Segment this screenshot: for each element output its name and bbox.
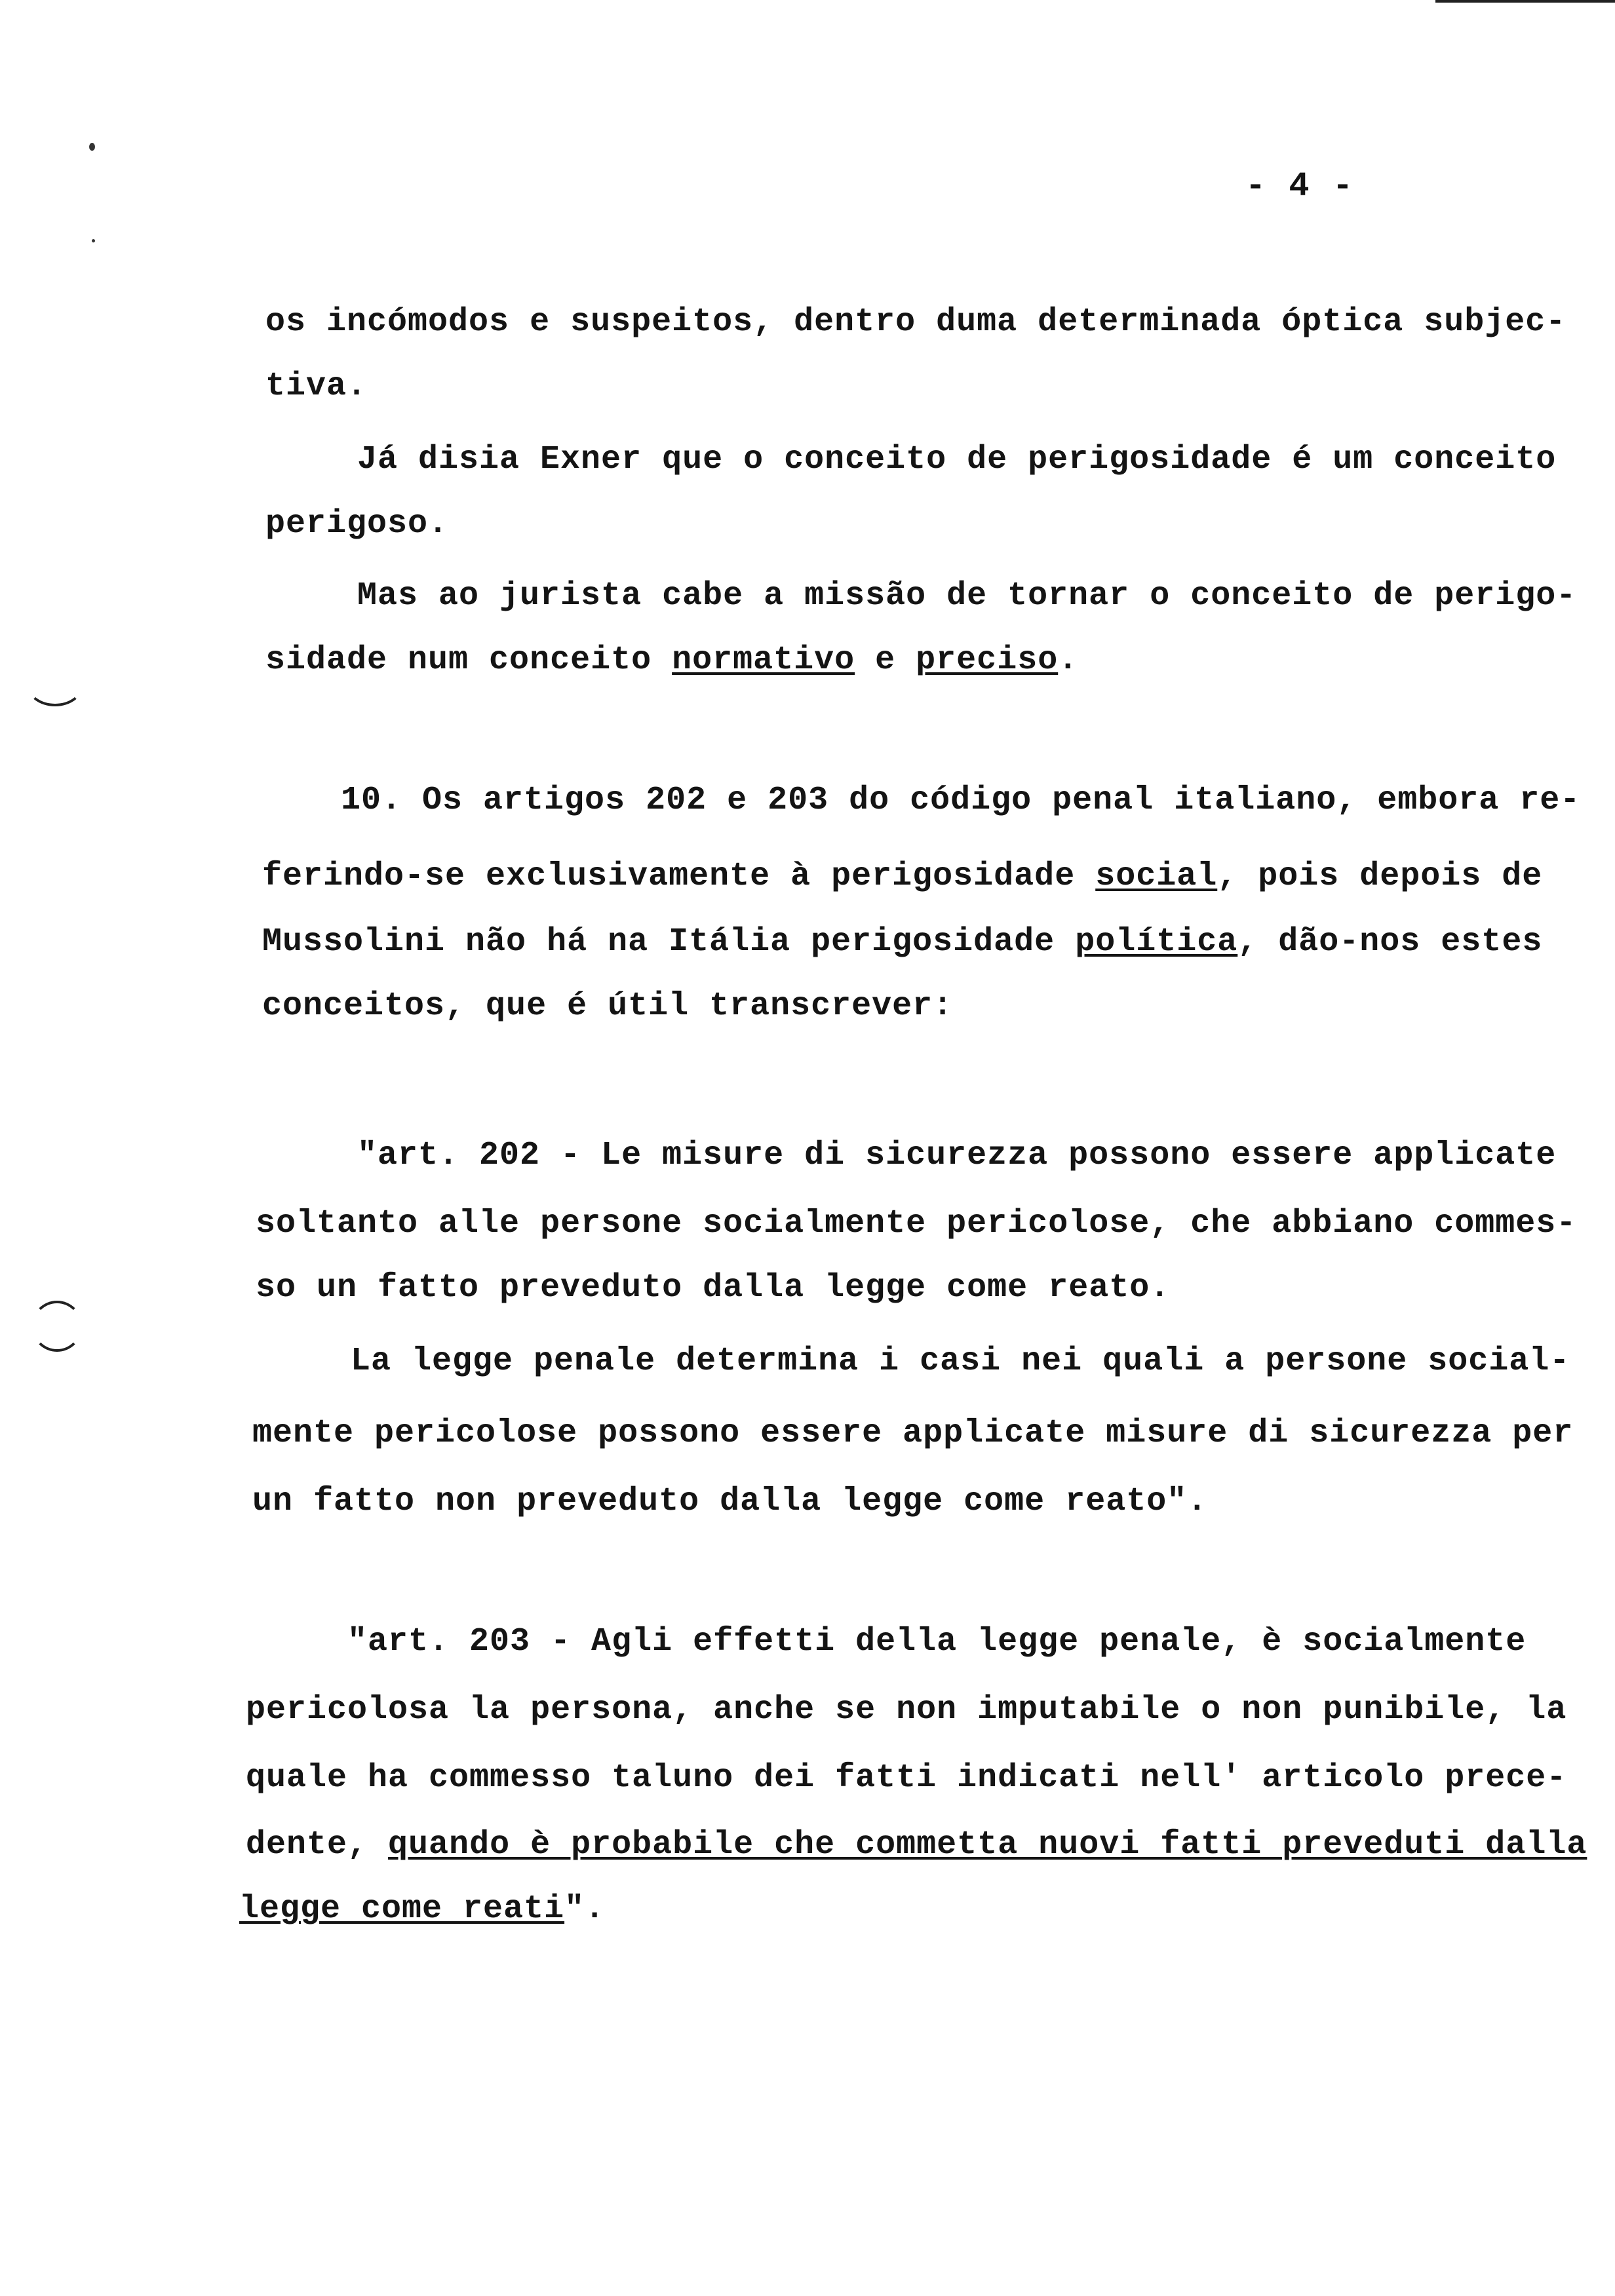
binding-hole-mark bbox=[26, 662, 84, 706]
scan-speck bbox=[92, 239, 95, 242]
scan-speck bbox=[89, 143, 95, 151]
quote-line: pericolosa la persona, anche se non imputabile o non punibile, la bbox=[246, 1691, 1567, 1729]
text-span: . bbox=[1058, 641, 1079, 679]
underlined-passage: quando è probabile che commetta nuovi fatti preveduti dalla bbox=[388, 1826, 1587, 1864]
text-line: os incómodos e suspeitos, dentro duma determinada óptica subjec- bbox=[265, 303, 1566, 341]
quote-line: so un fatto preveduto dalla legge come reato. bbox=[256, 1269, 1171, 1307]
section-heading-line: 10. Os artigos 202 e 203 do código penal italiano, embora re- bbox=[341, 782, 1581, 819]
top-edge-rule bbox=[1435, 0, 1615, 3]
binding-hole-mark bbox=[31, 1301, 83, 1352]
text-line: Já disia Exner que o conceito de perigosidade é um conceito bbox=[357, 441, 1557, 478]
text-span: ferindo-se exclusivamente à perigosidade bbox=[262, 858, 1096, 895]
quote-line bbox=[239, 1890, 605, 1929]
text-line: perigoso. bbox=[265, 505, 449, 543]
page-number: - 4 - bbox=[1245, 167, 1355, 206]
text-span: sidade num conceito bbox=[265, 641, 672, 679]
text-line bbox=[262, 857, 1542, 896]
text-span: , dão-nos estes bbox=[1237, 923, 1543, 961]
text-line: conceitos, que é útil transcrever: bbox=[262, 987, 954, 1025]
text-line bbox=[262, 923, 1542, 962]
quote-line: mente pericolose possono essere applicate misure di sicurezza per bbox=[252, 1415, 1574, 1452]
underlined-passage: legge come reati bbox=[239, 1890, 565, 1928]
underlined-term: social bbox=[1095, 858, 1218, 895]
quote-line: un fatto non preveduto dalla legge come reato". bbox=[252, 1483, 1208, 1520]
underlined-term: normativo bbox=[672, 641, 855, 679]
text-line: tiva. bbox=[265, 368, 368, 405]
quote-line: "art. 202 - Le misure di sicurezza possono essere applicate bbox=[357, 1137, 1557, 1174]
text-line: Mas ao jurista cabe a missão de tornar o conceito de perigo- bbox=[357, 577, 1577, 615]
quote-line: La legge penale determina i casi nei quali a persone social- bbox=[351, 1343, 1570, 1380]
underlined-term: política bbox=[1075, 923, 1238, 961]
quote-line bbox=[246, 1826, 1587, 1865]
text-span: Mussolini não há na Itália perigosidade bbox=[262, 923, 1076, 961]
quote-line: quale ha commesso taluno dei fatti indicati nell' articolo prece- bbox=[246, 1759, 1567, 1797]
quote-line: "art. 203 - Agli effetti della legge penale, è socialmente bbox=[347, 1623, 1527, 1660]
text-line bbox=[265, 641, 1078, 680]
text-span: ". bbox=[564, 1890, 606, 1928]
underlined-term: preciso bbox=[916, 641, 1059, 679]
quote-line: soltanto alle persone socialmente pericolose, che abbiano commes- bbox=[256, 1205, 1577, 1242]
text-span: , pois depois de bbox=[1217, 858, 1543, 895]
text-span: e bbox=[855, 641, 916, 679]
text-span: dente, bbox=[246, 1826, 389, 1864]
